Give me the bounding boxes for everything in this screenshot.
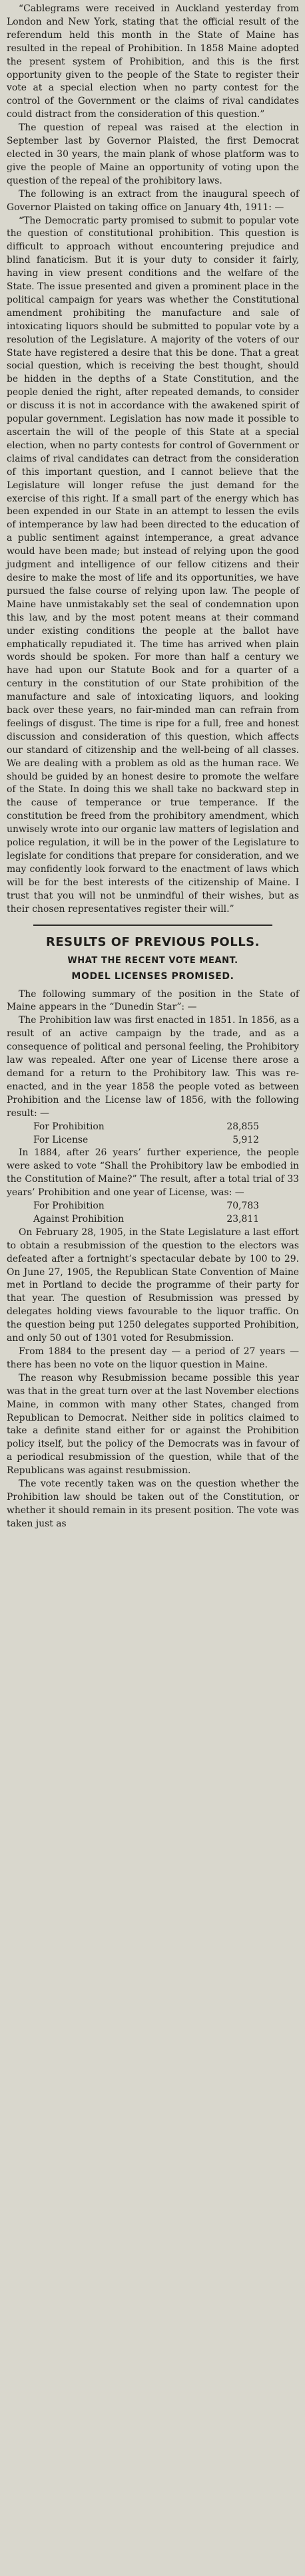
vote-row [7, 1200, 299, 1213]
article-paragraph: “The Democratic party promised to submit to popular vote the question of constitutional prohibition. This question is difficult to approach without encountering prejudice and blind fanaticism. But it is your duty to consider it fairly, having in view present conditions and the welfare of the State. The issue presented and given a prominent place in the political campaign for years was whether the Constitutional amendment prohibiting the manufacture and sale of intoxicating liquors should be submitted to popular vote by a resolution of the Legislature. A majority of the voters of our State have registered a desire that this be done. That a great social question, which is receiving the best thought, should be hidden in the depths of a State Constitution, and the people denied the right, after repeated demands, to consider or discuss it is not in accordance with the awakened spirit of popular government. Legislation has now made it possible to ascertain the will of the people of this State at a special election, when no party contests for control of Government or claims of rival candidates can detract from the consideration of this important question, and I cannot believe that the Legislature will longer refuse the just demand for the exercise of this right. If a small part of the energy which has been expended in our State in an attempt to lessen the evils of intemperance by law had been directed to the education of a public sentiment against intemperance, a great advance would have been made; but instead of relying upon the good judgment and intelligence of our fellow citizens and their desire to make the most of life and its opportunities, we have pursued the false course of relying upon law. The people of Maine have unmistakably set the seal of condemnation upon this law, and by the most potent means at their command under existing conditions the people at the ballot have emphatically repudiated it. The time has arrived when plain words should be spoken. For more than half a century we have had upon our Statute Book and for a quarter of a century in the constitution of our State prohibition of the manufacture and sale of intoxicating liquors, and looking back over these years, no fair-minded man can refrain from feelings of disgust. The time is ripe for a full, free and honest discussion and consideration of this question, which affects our standard of citizenship and the well-being of all classes. We are dealing with a problem as old as the human race. We should be guided by an honest desire to promote the welfare of the State. In doing this we shall take no backward step in the cause of temperance or true temperance. If the constitution be freed from the prohibitory amendment, which unwisely wrote into our organic law matters of legislation and police regulation, it will be in the power of the Legislature to legislate for conditions that prepare for consideration, and we may confidently look forward to the enactment of laws which will be for the best interests of the citizenship of Maine. I trust that you will not be unmindful of their wishes, but as their chosen representatives register their will.” [7, 215, 299, 915]
article-paragraph: In 1884, after 26 years’ further experience, the people were asked to vote “Shall the Prohibitory law be embodied in the Constitution of Maine?” The result, after a total trial of 33 years’ Prohibition and one year of License, was: — [7, 1147, 299, 1199]
article-paragraph: The Prohibition law was first enacted in 1851. In 1856, as a result of an active campaign by the trade, and as a consequence of political and personal feeling, the Prohibitory law was repealed. After one year of License there arose a demand for a return to the Prohibitory law. This was re-enacted, and in the year 1858 the people voted as between Prohibition and the License law of 1856, with the following result: — [7, 1015, 299, 1119]
article-paragraph: The reason why Resubmission became possible this year was that in the great turn over at the last November elections Maine, in common with many other States, changed from Republican to Democrat. Neither side in politics claimed to take a definite stand either for or against the Prohibition policy itself, but the policy of the Democrats was in favour of a periodical resubmission of the question, while that of the Republicans was against resubmission. [7, 1372, 299, 1477]
vote-label: For Prohibition [33, 1201, 105, 1212]
article-paragraph: The question of repeal was raised at the election in September last by Governor Plaisted, the first Democrat elected in 30 years, the main plank of whose platform was to give the people of Maine an opportunity of voting upon the question of the repeal of the prohibitory laws. [7, 122, 299, 186]
vote-row [7, 1213, 299, 1226]
article-previous-polls [7, 935, 299, 1531]
article-subheading: WHAT THE RECENT VOTE MEANT. [67, 955, 238, 966]
article-paragraph: The vote recently taken was on the question whether the Prohibition law should be taken out of the Constitution, or whether it should remain in its present position. The vote was taken just as [7, 1479, 299, 1529]
vote-value: 5,912 [232, 1134, 259, 1145]
vote-value: 23,811 [226, 1213, 259, 1224]
article-paragraph: From 1884 to the present day — a period of 27 years — there has been no vote on the liquor question in Maine. [7, 1346, 299, 1370]
article-paragraph: “Cablegrams were received in Auckland yesterday from London and New York, stating that the official result of the referendum held this month in the State of Maine has resulted in the repeal of Prohibition. In 1858 Maine adopted the present system of Prohibition, and this is the first opportunity given to the people of the State to register their vote at a special election when no party contest for the control of the Government or the claims of rival candidates could distract from the consideration of this question.” [7, 3, 299, 120]
article-maine-referendum [7, 3, 299, 917]
vote-row [7, 1134, 299, 1147]
column-divider [33, 925, 272, 926]
article-paragraph: The following is an extract from the inaugural speech of Governor Plaisted on taking office on January 4th, 1911: — [7, 188, 299, 213]
vote-label: For Prohibition [33, 1121, 105, 1132]
article-subheading-secondary: MODEL LICENSES PROMISED. [71, 970, 234, 982]
vote-label: Against Prohibition [33, 1213, 125, 1224]
vote-table-1858 [7, 1121, 299, 1147]
vote-value: 70,783 [226, 1201, 259, 1212]
vote-value: 28,855 [226, 1121, 259, 1132]
article-paragraph: On February 28, 1905, in the State Legislature a last effort to obtain a resubmission of the question to the electors was defeated after a fortnight’s spectacular debate by 100 to 29. On June 27, 1905, the Republican State Convention of Maine met in Portland to decide the programme of their party for that year. The question of Resubmission was pressed by delegates holding views favourable to the liquor traffic. On the question being put 1250 delegates supported Prohibition, and only 50 out of 1301 voted for Resubmission. [7, 1226, 299, 1344]
article-paragraph: The following summary of the position in the State of Maine appears in the “Dunedin Star”: — [7, 988, 299, 1013]
vote-table-1884 [7, 1200, 299, 1226]
vote-row [7, 1121, 299, 1134]
vote-label: For License [33, 1134, 89, 1145]
article-headline: RESULTS OF PREVIOUS POLLS. [46, 934, 260, 949]
